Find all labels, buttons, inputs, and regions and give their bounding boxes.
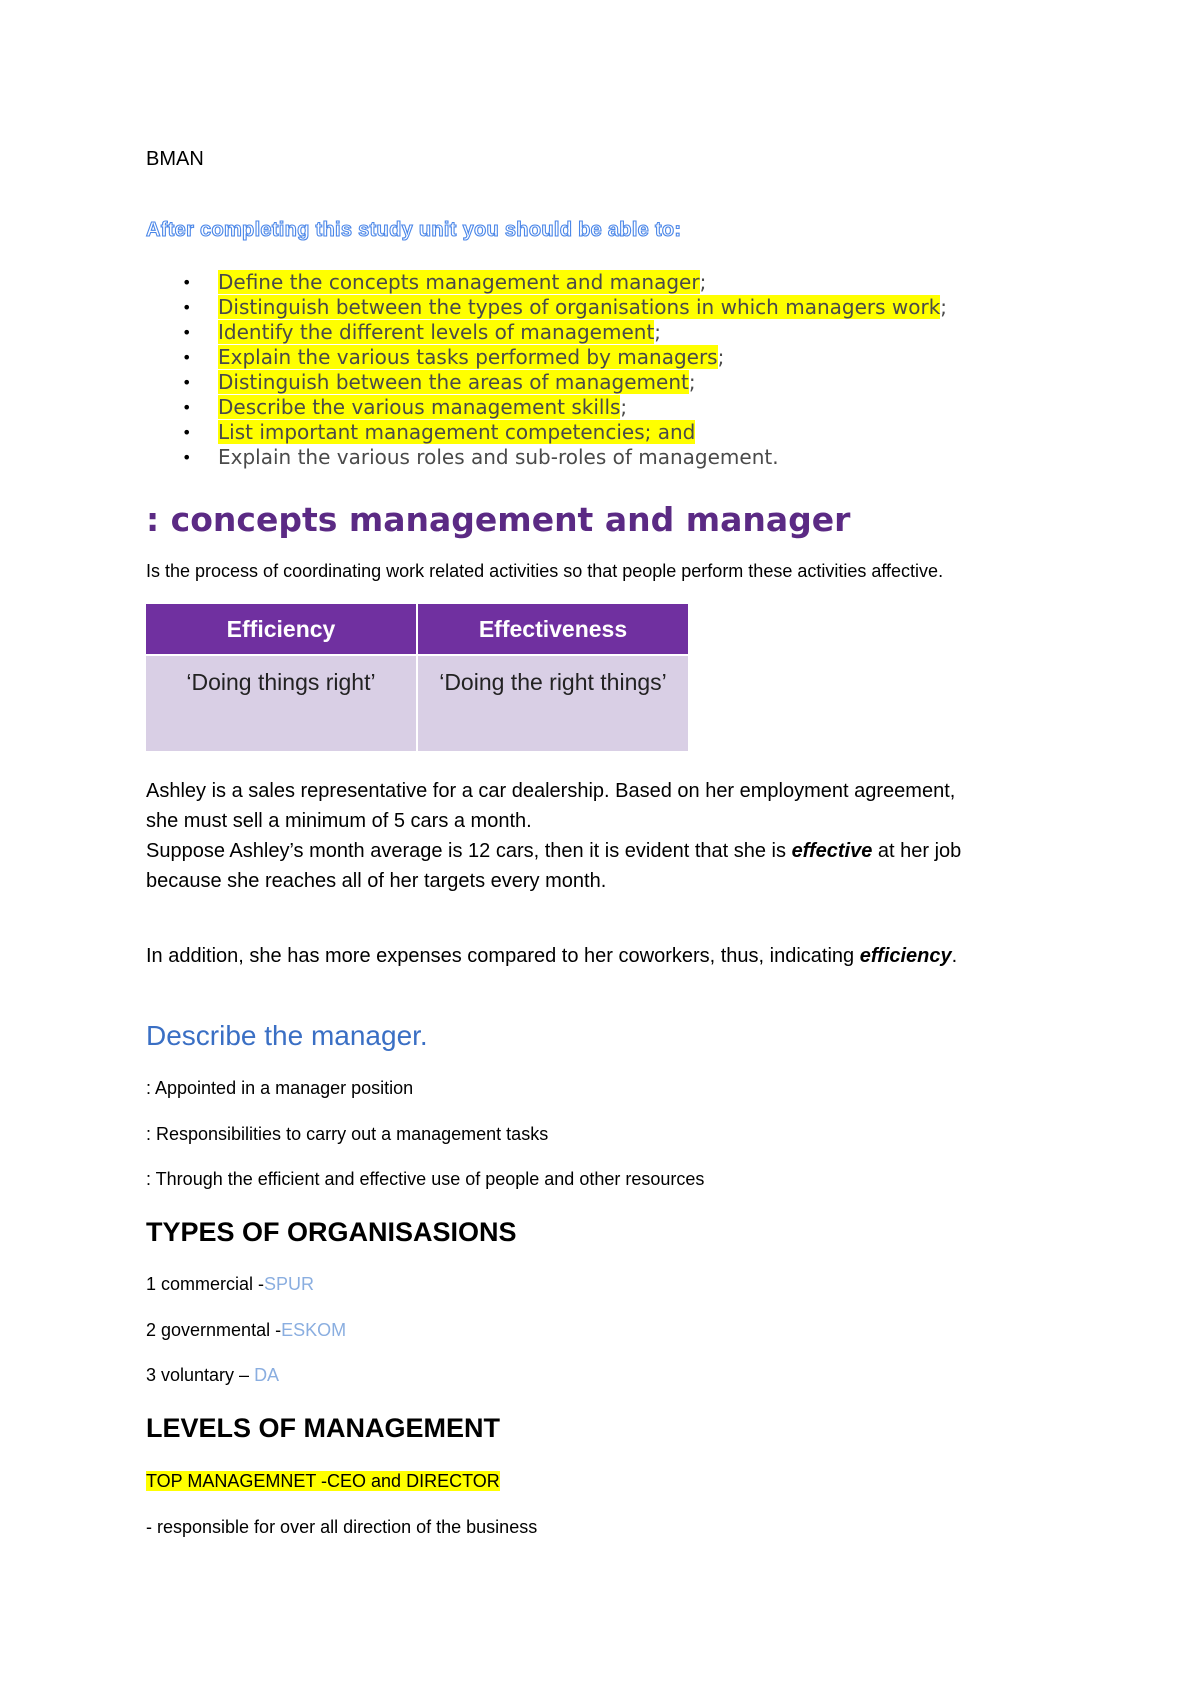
manager-point: : Through the efficient and effective use of people and other resources (146, 1169, 705, 1189)
document-title: BMAN (146, 148, 204, 170)
org-type-example: ESKOM (281, 1320, 347, 1340)
objective-item (146, 320, 947, 345)
addition-paragraph (146, 941, 1086, 971)
top-management-label (146, 1471, 500, 1492)
objective-item (146, 370, 947, 395)
table-cell: ‘Doing the right things’ (417, 655, 688, 751)
bullet-icon: • (182, 373, 192, 392)
paragraph-line (146, 836, 1086, 866)
org-types-heading: TYPES OF ORGANISASIONS (146, 1217, 517, 1247)
objective-punct: ; (940, 295, 948, 319)
bullet-icon: • (182, 348, 192, 367)
table-header-cell: Effectiveness (417, 604, 688, 655)
manager-point: : Responsibilities to carry out a management tasks (146, 1124, 549, 1144)
objective-item (146, 270, 947, 295)
top-management-description: - responsible for over all direction of the business (146, 1517, 538, 1537)
text-run: Suppose Ashley’s month average is 12 cars, then it is evident that she is (146, 840, 792, 862)
objective-punct: ; (620, 395, 628, 419)
org-type-label: 2 governmental - (146, 1320, 282, 1340)
objective-text: Identify the different levels of management (218, 320, 655, 344)
objective-text: Distinguish between the types of organisations in which managers work (218, 295, 941, 319)
objective-item (146, 445, 947, 470)
bullet-icon: • (182, 398, 192, 417)
objective-punct: ; (688, 370, 696, 394)
text-run: at her job (872, 840, 962, 862)
bullet-icon: • (182, 423, 192, 442)
text-run: In addition, she has more expenses compared to her coworkers, thus, indicating (146, 945, 860, 967)
objectives-heading: After completing this study unit you should be able to: (146, 219, 682, 241)
paragraph-line: because she reaches all of her targets every month. (146, 870, 607, 892)
concepts-definition: Is the process of coordinating work related activities so that people perform these activities affective. (146, 561, 944, 581)
emphasis-term: effective (791, 840, 873, 862)
org-type-label: 1 commercial - (146, 1274, 265, 1294)
table-row (146, 655, 688, 751)
org-type-item (146, 1274, 314, 1295)
efficiency-effectiveness-table (146, 604, 688, 751)
bullet-icon: • (182, 298, 192, 317)
bullet-icon: • (182, 273, 192, 292)
org-type-item (146, 1320, 346, 1341)
org-type-example: DA (254, 1365, 280, 1385)
objective-punct: ; (717, 345, 725, 369)
table-header-row (146, 604, 688, 655)
org-type-item (146, 1365, 279, 1386)
paragraph-line: Ashley is a sales representative for a car dealership. Based on her employment agreement, (146, 780, 956, 802)
objective-item (146, 295, 947, 320)
objective-text: List important management competencies; and (218, 420, 696, 444)
table-header-cell: Efficiency (146, 604, 417, 655)
objective-text: Describe the various management skills (218, 395, 621, 419)
levels-heading: LEVELS OF MANAGEMENT (146, 1413, 501, 1443)
ashley-paragraph (146, 776, 1086, 896)
objective-text: Define the concepts management and manager (218, 270, 700, 294)
top-management-text: TOP MANAGEMNET -CEO and DIRECTOR (146, 1471, 500, 1491)
bullet-icon: • (182, 323, 192, 342)
manager-point: : Appointed in a manager position (146, 1078, 414, 1098)
objective-item (146, 420, 947, 445)
objective-item (146, 345, 947, 370)
text-run: . (951, 945, 958, 967)
emphasis-term: efficiency (859, 945, 952, 967)
manager-heading: Describe the manager. (146, 1020, 428, 1051)
concepts-heading: : concepts management and manager (146, 500, 851, 539)
org-type-label: 3 voluntary – (146, 1365, 255, 1385)
objective-punct: ; (654, 320, 662, 344)
org-type-example: SPUR (264, 1274, 315, 1294)
objective-item (146, 395, 947, 420)
objectives-list (146, 270, 947, 470)
objective-text: Explain the various roles and sub-roles of management. (218, 445, 779, 469)
paragraph-line: she must sell a minimum of 5 cars a month. (146, 810, 532, 832)
bullet-icon: • (182, 448, 192, 467)
table-cell: ‘Doing things right’ (146, 655, 417, 751)
objective-text: Distinguish between the areas of management (218, 370, 689, 394)
objective-text: Explain the various tasks performed by managers (218, 345, 718, 369)
objective-punct: ; (699, 270, 707, 294)
